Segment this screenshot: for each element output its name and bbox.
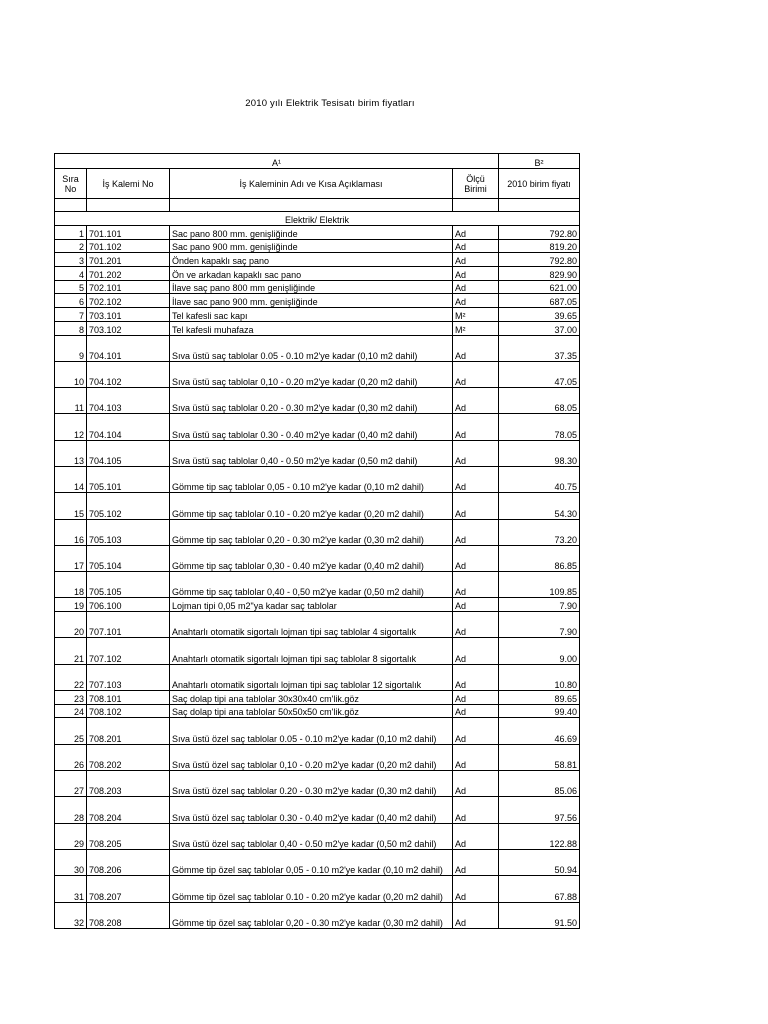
unit-cell: Ad (453, 545, 499, 571)
table-row (55, 718, 580, 744)
row-number-cell: 21 (55, 638, 87, 664)
price-cell: 68.05 (499, 388, 580, 414)
description-cell: Lojman tipi 0,05 m2"ya kadar saç tablolar (170, 598, 453, 612)
price-table (54, 153, 580, 929)
price-cell: 73.20 (499, 519, 580, 545)
row-number-cell: 3 (55, 253, 87, 267)
table-row (55, 226, 580, 240)
unit-cell: Ad (453, 280, 499, 294)
unit-cell: Ad (453, 440, 499, 466)
description-cell: Sıva üstü saç tablolar 0,10 - 0.20 m2'ye kadar (0,20 m2 dahil) (170, 361, 453, 387)
row-number-cell: 5 (55, 280, 87, 294)
blank-cell (499, 199, 580, 212)
row-number-cell: 10 (55, 361, 87, 387)
table-row (55, 335, 580, 361)
blank-row (55, 199, 580, 212)
table-row (55, 519, 580, 545)
price-cell: 792.80 (499, 226, 580, 240)
description-cell: Gömme tip özel saç tablolar 0.10 - 0.20 m2'ye kadar (0,20 m2 dahil) (170, 876, 453, 902)
item-code-cell: 708.205 (87, 823, 170, 849)
unit-cell: Ad (453, 718, 499, 744)
row-number-cell: 25 (55, 718, 87, 744)
row-number-cell: 23 (55, 691, 87, 705)
price-cell: 7.90 (499, 598, 580, 612)
table-row (55, 876, 580, 902)
table-row (55, 744, 580, 770)
table-row (55, 294, 580, 308)
price-cell: 67.88 (499, 876, 580, 902)
table-row (55, 545, 580, 571)
unit-cell: Ad (453, 253, 499, 267)
row-number-cell: 6 (55, 294, 87, 308)
row-number-cell: 28 (55, 797, 87, 823)
unit-cell: Ad (453, 744, 499, 770)
description-cell: İlave sac pano 900 mm. genişliğinde (170, 294, 453, 308)
price-cell: 792.80 (499, 253, 580, 267)
price-cell: 86.85 (499, 545, 580, 571)
row-number-cell: 27 (55, 771, 87, 797)
description-cell: Sıva üstü saç tablolar 0.30 - 0.40 m2'ye kadar (0,40 m2 dahil) (170, 414, 453, 440)
table-row (55, 440, 580, 466)
row-number-cell: 22 (55, 664, 87, 690)
table-row (55, 321, 580, 335)
header-olcu-birimi: Ölçü Birimi (453, 169, 499, 199)
item-code-cell: 702.102 (87, 294, 170, 308)
table-row (55, 253, 580, 267)
unit-cell: Ad (453, 519, 499, 545)
unit-cell: Ad (453, 638, 499, 664)
item-code-cell: 706.100 (87, 598, 170, 612)
unit-cell: Ad (453, 414, 499, 440)
description-cell: Tel kafesli muhafaza (170, 321, 453, 335)
table-row (55, 902, 580, 928)
price-cell: 91.50 (499, 902, 580, 928)
unit-cell: Ad (453, 267, 499, 281)
table-row (55, 849, 580, 875)
row-number-cell: 24 (55, 704, 87, 718)
table-row (55, 797, 580, 823)
table-row (55, 572, 580, 598)
row-number-cell: 19 (55, 598, 87, 612)
description-cell: Sac pano 800 mm. genişliğinde (170, 226, 453, 240)
description-cell: Gömme tip saç tablolar 0.10 - 0.20 m2'ye kadar (0,20 m2 dahil) (170, 493, 453, 519)
table-row (55, 493, 580, 519)
table-row (55, 308, 580, 322)
unit-cell: Ad (453, 823, 499, 849)
section-row (55, 212, 580, 226)
row-number-cell: 11 (55, 388, 87, 414)
description-cell: Ön ve arkadan kapaklı sac pano (170, 267, 453, 281)
table-row (55, 388, 580, 414)
item-code-cell: 708.201 (87, 718, 170, 744)
item-code-cell: 704.104 (87, 414, 170, 440)
price-cell: 9.00 (499, 638, 580, 664)
row-number-cell: 4 (55, 267, 87, 281)
price-cell: 47.05 (499, 361, 580, 387)
table-row (55, 414, 580, 440)
unit-cell: Ad (453, 849, 499, 875)
item-code-cell: 705.103 (87, 519, 170, 545)
item-code-cell: 701.101 (87, 226, 170, 240)
item-code-cell: 704.103 (87, 388, 170, 414)
item-code-cell: 704.105 (87, 440, 170, 466)
table-row (55, 771, 580, 797)
group-b-header: B² (499, 154, 580, 169)
item-code-cell: 703.101 (87, 308, 170, 322)
unit-cell: Ad (453, 388, 499, 414)
row-number-cell: 7 (55, 308, 87, 322)
unit-cell: Ad (453, 612, 499, 638)
item-code-cell: 708.202 (87, 744, 170, 770)
description-cell: Gömme tip özel saç tablolar 0,20 - 0.30 m2'ye kadar (0,30 m2 dahil) (170, 902, 453, 928)
item-code-cell: 708.102 (87, 704, 170, 718)
price-cell: 78.05 (499, 414, 580, 440)
item-code-cell: 701.202 (87, 267, 170, 281)
price-cell: 819.20 (499, 239, 580, 253)
row-number-cell: 13 (55, 440, 87, 466)
price-cell: 40.75 (499, 466, 580, 492)
table-row (55, 598, 580, 612)
item-code-cell: 707.102 (87, 638, 170, 664)
blank-cell (55, 199, 87, 212)
row-number-cell: 16 (55, 519, 87, 545)
price-cell: 621.00 (499, 280, 580, 294)
table-row (55, 361, 580, 387)
description-cell: Gömme tip özel saç tablolar 0,05 - 0.10 m2'ye kadar (0,10 m2 dahil) (170, 849, 453, 875)
table-row (55, 638, 580, 664)
column-header-row (55, 169, 580, 199)
table-row (55, 704, 580, 718)
table-row (55, 823, 580, 849)
unit-cell: Ad (453, 902, 499, 928)
unit-cell: Ad (453, 239, 499, 253)
table-row (55, 239, 580, 253)
unit-cell: Ad (453, 876, 499, 902)
item-code-cell: 702.101 (87, 280, 170, 294)
description-cell: Sıva üstü özel saç tablolar 0,40 - 0.50 m2'ye kadar (0,50 m2 dahil) (170, 823, 453, 849)
price-cell: 687.05 (499, 294, 580, 308)
description-cell: Sıva üstü özel saç tablolar 0.20 - 0.30 m2'ye kadar (0,30 m2 dahil) (170, 771, 453, 797)
price-cell: 97.56 (499, 797, 580, 823)
unit-cell: Ad (453, 294, 499, 308)
row-number-cell: 8 (55, 321, 87, 335)
item-code-cell: 707.101 (87, 612, 170, 638)
unit-cell: Ad (453, 493, 499, 519)
unit-cell: M² (453, 321, 499, 335)
unit-cell: Ad (453, 704, 499, 718)
row-number-cell: 17 (55, 545, 87, 571)
row-number-cell: 32 (55, 902, 87, 928)
description-cell: Anahtarlı otomatik sigortalı lojman tipi saç tablolar 4 sigortalık (170, 612, 453, 638)
blank-cell (170, 199, 453, 212)
price-cell: 46.69 (499, 718, 580, 744)
row-number-cell: 1 (55, 226, 87, 240)
item-code-cell: 701.201 (87, 253, 170, 267)
description-cell: Anahtarlı otomatik sigortalı lojman tipi saç tablolar 12 sigortalık (170, 664, 453, 690)
item-code-cell: 704.101 (87, 335, 170, 361)
table-row (55, 612, 580, 638)
row-number-cell: 20 (55, 612, 87, 638)
section-label: Elektrik/ Elektrik (55, 212, 580, 226)
item-code-cell: 708.208 (87, 902, 170, 928)
description-cell: Gömme tip saç tablolar 0,05 - 0.10 m2'ye kadar (0,10 m2 dahil) (170, 466, 453, 492)
row-number-cell: 12 (55, 414, 87, 440)
header-birim-fiyati: 2010 birim fiyatı (499, 169, 580, 199)
item-code-cell: 707.103 (87, 664, 170, 690)
price-cell: 39.65 (499, 308, 580, 322)
description-cell: Saç dolap tipi ana tablolar 30x30x40 cm'lik.göz (170, 691, 453, 705)
item-code-cell: 705.102 (87, 493, 170, 519)
item-code-cell: 708.206 (87, 849, 170, 875)
row-number-cell: 31 (55, 876, 87, 902)
description-cell: Anahtarlı otomatik sigortalı lojman tipi saç tablolar 8 sigortalık (170, 638, 453, 664)
unit-cell: Ad (453, 226, 499, 240)
price-cell: 89.65 (499, 691, 580, 705)
price-cell: 58.81 (499, 744, 580, 770)
unit-cell: Ad (453, 335, 499, 361)
price-cell: 98.30 (499, 440, 580, 466)
blank-cell (453, 199, 499, 212)
item-code-cell: 708.101 (87, 691, 170, 705)
row-number-cell: 30 (55, 849, 87, 875)
blank-cell (87, 199, 170, 212)
description-cell: Sıva üstü özel saç tablolar 0.05 - 0.10 m2'ye kadar (0,10 m2 dahil) (170, 718, 453, 744)
table-row (55, 691, 580, 705)
description-cell: Saç dolap tipi ana tablolar 50x50x50 cm'lik.göz (170, 704, 453, 718)
header-sira-no: Sıra No (55, 169, 87, 199)
header-is-kalemi-no: İş Kalemi No (87, 169, 170, 199)
table-row (55, 280, 580, 294)
price-cell: 10.80 (499, 664, 580, 690)
price-cell: 54.30 (499, 493, 580, 519)
unit-cell: M² (453, 308, 499, 322)
price-cell: 829.90 (499, 267, 580, 281)
price-cell: 99.40 (499, 704, 580, 718)
item-code-cell: 708.203 (87, 771, 170, 797)
row-number-cell: 2 (55, 239, 87, 253)
description-cell: Gömme tip saç tablolar 0,20 - 0.30 m2'ye kadar (0,30 m2 dahil) (170, 519, 453, 545)
description-cell: Gömme tip saç tablolar 0,40 - 0,50 m2'ye kadar (0,50 m2 dahil) (170, 572, 453, 598)
item-code-cell: 708.207 (87, 876, 170, 902)
unit-cell: Ad (453, 797, 499, 823)
item-code-cell: 705.104 (87, 545, 170, 571)
description-cell: Sac pano 900 mm. genişliğinde (170, 239, 453, 253)
description-cell: Sıva üstü saç tablolar 0.05 - 0.10 m2'ye kadar (0,10 m2 dahil) (170, 335, 453, 361)
unit-cell: Ad (453, 466, 499, 492)
row-number-cell: 29 (55, 823, 87, 849)
description-cell: Tel kafesli sac kapı (170, 308, 453, 322)
header-group-row (55, 154, 580, 169)
unit-cell: Ad (453, 771, 499, 797)
header-aciklama: İş Kaleminin Adı ve Kısa Açıklaması (170, 169, 453, 199)
unit-cell: Ad (453, 691, 499, 705)
description-cell: Gömme tip saç tablolar 0,30 - 0.40 m2'ye kadar (0,40 m2 dahil) (170, 545, 453, 571)
row-number-cell: 18 (55, 572, 87, 598)
row-number-cell: 9 (55, 335, 87, 361)
item-code-cell: 703.102 (87, 321, 170, 335)
price-cell: 37.35 (499, 335, 580, 361)
unit-cell: Ad (453, 664, 499, 690)
row-number-cell: 15 (55, 493, 87, 519)
table-row (55, 466, 580, 492)
description-cell: Sıva üstü saç tablolar 0.20 - 0.30 m2'ye kadar (0,30 m2 dahil) (170, 388, 453, 414)
description-cell: Sıva üstü özel saç tablolar 0,10 - 0.20 m2'ye kadar (0,20 m2 dahil) (170, 744, 453, 770)
description-cell: İlave saç pano 800 mm genişliğinde (170, 280, 453, 294)
item-code-cell: 705.105 (87, 572, 170, 598)
row-number-cell: 14 (55, 466, 87, 492)
price-cell: 122.88 (499, 823, 580, 849)
description-cell: Sıva üstü saç tablolar 0,40 - 0.50 m2'ye kadar (0,50 m2 dahil) (170, 440, 453, 466)
unit-cell: Ad (453, 572, 499, 598)
price-cell: 7.90 (499, 612, 580, 638)
unit-cell: Ad (453, 361, 499, 387)
price-cell: 109.85 (499, 572, 580, 598)
item-code-cell: 708.204 (87, 797, 170, 823)
unit-cell: Ad (453, 598, 499, 612)
price-cell: 50.94 (499, 849, 580, 875)
description-cell: Önden kapaklı saç pano (170, 253, 453, 267)
table-row (55, 267, 580, 281)
item-code-cell: 705.101 (87, 466, 170, 492)
table-row (55, 664, 580, 690)
description-cell: Sıva üstü özel saç tablolar 0.30 - 0.40 m2'ye kadar (0,40 m2 dahil) (170, 797, 453, 823)
item-code-cell: 704.102 (87, 361, 170, 387)
item-code-cell: 701.102 (87, 239, 170, 253)
price-cell: 85.06 (499, 771, 580, 797)
price-cell: 37.00 (499, 321, 580, 335)
row-number-cell: 26 (55, 744, 87, 770)
group-a-header: A¹ (55, 154, 499, 169)
page-title: 2010 yılı Elektrik Tesisatı birim fiyatları (245, 98, 415, 109)
